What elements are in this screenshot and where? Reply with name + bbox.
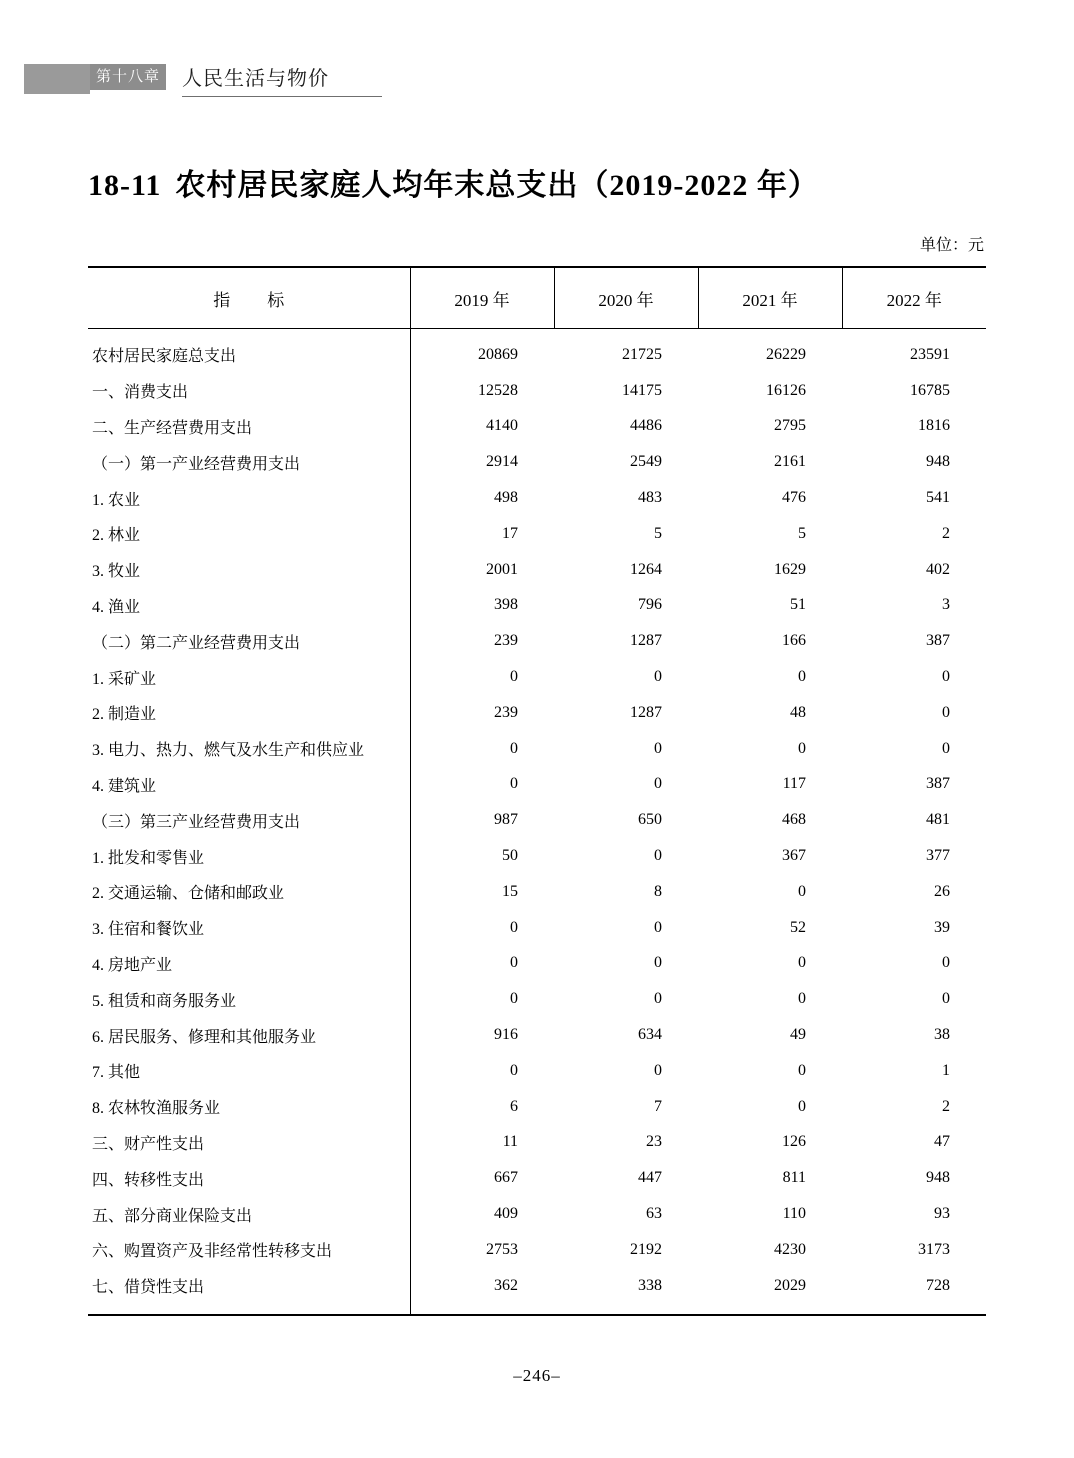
row-value: 377 <box>926 847 950 865</box>
row-value: 0 <box>410 1053 554 1089</box>
row-label: 七、借贷性支出 <box>88 1268 410 1315</box>
row-value: 5 <box>798 524 806 542</box>
row-label: 2. 制造业 <box>92 706 157 724</box>
table-number: 18-11 <box>88 169 162 202</box>
row-label: 2. 林业 <box>92 527 141 545</box>
page-number: –246– <box>513 1366 561 1385</box>
row-value: 12528 <box>410 373 554 409</box>
row-value: 650 <box>638 811 662 829</box>
table-row <box>88 1196 986 1232</box>
row-value: 117 <box>782 775 806 793</box>
row-value: 16785 <box>910 381 950 399</box>
chapter-chip: 第十八章 <box>90 64 166 90</box>
table-row <box>88 1268 986 1315</box>
row-value: 48 <box>790 703 806 721</box>
row-label: 3. 牧业 <box>92 563 141 581</box>
table-head <box>88 267 986 329</box>
row-value: 4140 <box>410 409 554 445</box>
row-value: 20869 <box>410 329 554 373</box>
row-value: 398 <box>410 588 554 624</box>
table-row <box>88 1232 986 1268</box>
row-value: 498 <box>410 480 554 516</box>
row-value: 387 <box>926 775 950 793</box>
row-value: 2753 <box>410 1232 554 1268</box>
row-value: 0 <box>942 668 950 686</box>
column-header-2020: 2020 年 <box>554 267 698 329</box>
row-value: 7 <box>654 1097 662 1115</box>
row-value: 1 <box>942 1061 950 1079</box>
table-row <box>88 910 986 946</box>
row-value: 387 <box>926 632 950 650</box>
row-value: 1264 <box>630 560 662 578</box>
row-value: 0 <box>654 918 662 936</box>
row-value: 0 <box>798 954 806 972</box>
table-row <box>88 623 986 659</box>
row-value: 21725 <box>622 345 662 363</box>
row-value: 0 <box>798 1061 806 1079</box>
row-value: 0 <box>410 731 554 767</box>
table-row <box>88 946 986 982</box>
row-value: 11 <box>410 1125 554 1161</box>
row-value: 0 <box>942 990 950 1008</box>
row-value: 2549 <box>630 453 662 471</box>
row-label: （二）第二产业经营费用支出 <box>92 634 301 652</box>
row-value: 811 <box>782 1169 806 1187</box>
row-value: 23 <box>646 1133 662 1151</box>
row-value: 541 <box>926 489 950 507</box>
row-value: 16126 <box>766 381 806 399</box>
table-row <box>88 588 986 624</box>
row-label: 1. 农业 <box>92 491 141 509</box>
row-value: 51 <box>790 596 806 614</box>
row-value: 0 <box>410 910 554 946</box>
unit-note: 单位：元 <box>919 237 984 254</box>
row-value: 2914 <box>410 444 554 480</box>
row-value: 126 <box>782 1133 806 1151</box>
row-value: 728 <box>842 1268 986 1315</box>
header-decor-bar <box>24 64 90 94</box>
row-label: （一）第一产业经营费用支出 <box>92 455 301 473</box>
table-row <box>88 480 986 516</box>
row-value: 2 <box>942 524 950 542</box>
row-value: 0 <box>410 946 554 982</box>
row-value: 948 <box>926 453 950 471</box>
row-label: 六、购置资产及非经常性转移支出 <box>92 1243 333 1261</box>
row-label: 三、财产性支出 <box>92 1135 205 1153</box>
row-value: 93 <box>934 1205 950 1223</box>
row-value: 0 <box>798 882 806 900</box>
table-row <box>88 1053 986 1089</box>
row-value: 402 <box>926 560 950 578</box>
row-label: 农村居民家庭总支出 <box>92 348 237 366</box>
row-value: 0 <box>798 990 806 1008</box>
row-label: 4. 房地产业 <box>92 956 173 974</box>
row-value: 23591 <box>910 345 950 363</box>
row-value: 2161 <box>774 453 806 471</box>
row-value: 1287 <box>630 703 662 721</box>
table-row <box>88 516 986 552</box>
row-value: 948 <box>926 1169 950 1187</box>
row-value: 0 <box>942 703 950 721</box>
table-row <box>88 838 986 874</box>
row-value: 14175 <box>622 381 662 399</box>
row-label: 一、消费支出 <box>92 384 189 402</box>
table-row <box>88 802 986 838</box>
row-value: 2192 <box>630 1240 662 1258</box>
row-value: 3173 <box>918 1240 950 1258</box>
row-value: 2029 <box>698 1268 842 1315</box>
table-row <box>88 731 986 767</box>
row-label: 2. 交通运输、仓储和邮政业 <box>92 885 285 903</box>
row-value: 987 <box>410 802 554 838</box>
row-value: 667 <box>410 1160 554 1196</box>
header-underline <box>182 96 382 97</box>
running-header <box>24 62 984 102</box>
column-header-2022: 2022 年 <box>842 267 986 329</box>
row-label: 四、转移性支出 <box>92 1171 205 1189</box>
row-value: 0 <box>654 739 662 757</box>
row-value: 49 <box>790 1026 806 1044</box>
row-label: 3. 电力、热力、燃气及水生产和供应业 <box>92 742 365 760</box>
row-value: 0 <box>942 954 950 972</box>
row-value: 3 <box>942 596 950 614</box>
row-value: 367 <box>782 847 806 865</box>
table-title-text: 农村居民家庭人均年末总支出（2019-2022 年） <box>175 169 819 202</box>
row-value: 50 <box>410 838 554 874</box>
row-value: 1816 <box>918 417 950 435</box>
table-row <box>88 981 986 1017</box>
row-value: 0 <box>654 954 662 972</box>
row-value: 0 <box>410 767 554 803</box>
column-header-2019: 2019 年 <box>410 267 554 329</box>
row-value: 634 <box>638 1026 662 1044</box>
table-row <box>88 409 986 445</box>
row-value: 0 <box>654 1061 662 1079</box>
row-label: 4. 建筑业 <box>92 777 157 795</box>
row-value: 476 <box>782 489 806 507</box>
row-label: 5. 租赁和商务服务业 <box>92 992 237 1010</box>
row-value: 483 <box>638 489 662 507</box>
row-value: 0 <box>942 739 950 757</box>
row-label: 8. 农林牧渔服务业 <box>92 1100 221 1118</box>
row-label: （三）第三产业经营费用支出 <box>92 813 301 831</box>
row-value: 0 <box>410 981 554 1017</box>
row-value: 468 <box>782 811 806 829</box>
row-label: 二、生产经营费用支出 <box>92 419 253 437</box>
table-row <box>88 1125 986 1161</box>
row-label: 3. 住宿和餐饮业 <box>92 921 205 939</box>
row-label: 1. 采矿业 <box>92 670 157 688</box>
row-value: 63 <box>646 1205 662 1223</box>
row-value: 8 <box>654 882 662 900</box>
row-value: 447 <box>638 1169 662 1187</box>
row-value: 47 <box>934 1133 950 1151</box>
row-value: 4230 <box>774 1240 806 1258</box>
row-value: 6 <box>410 1089 554 1125</box>
row-value: 110 <box>782 1205 806 1223</box>
statistics-table <box>88 266 986 1316</box>
table-body <box>88 329 986 1315</box>
table-row <box>88 1089 986 1125</box>
row-value: 796 <box>638 596 662 614</box>
row-value: 239 <box>410 623 554 659</box>
page-title <box>88 160 819 204</box>
row-value: 239 <box>410 695 554 731</box>
row-value: 0 <box>798 1097 806 1115</box>
row-value: 15 <box>410 874 554 910</box>
row-value: 166 <box>782 632 806 650</box>
table-row <box>88 373 986 409</box>
row-value: 4486 <box>630 417 662 435</box>
row-value: 481 <box>926 811 950 829</box>
row-label: 6. 居民服务、修理和其他服务业 <box>92 1028 317 1046</box>
row-label: 7. 其他 <box>92 1064 141 1082</box>
row-value: 362 <box>410 1268 554 1315</box>
table-row <box>88 329 986 373</box>
row-value: 39 <box>934 918 950 936</box>
row-value: 52 <box>790 918 806 936</box>
chapter-title: 人民生活与物价 <box>182 68 329 90</box>
row-value: 2 <box>942 1097 950 1115</box>
row-value: 1287 <box>630 632 662 650</box>
row-value: 26 <box>934 882 950 900</box>
table-row <box>88 767 986 803</box>
row-value: 1629 <box>774 560 806 578</box>
row-label: 五、部分商业保险支出 <box>92 1207 253 1225</box>
row-label: 1. 批发和零售业 <box>92 849 205 867</box>
table-row <box>88 1017 986 1053</box>
row-value: 38 <box>934 1026 950 1044</box>
row-value: 409 <box>410 1196 554 1232</box>
row-value: 2001 <box>410 552 554 588</box>
column-header-2021: 2021 年 <box>698 267 842 329</box>
row-label: 4. 渔业 <box>92 598 141 616</box>
row-value: 0 <box>654 775 662 793</box>
table-row <box>88 1160 986 1196</box>
row-value: 17 <box>410 516 554 552</box>
table-row <box>88 659 986 695</box>
row-value: 0 <box>798 739 806 757</box>
row-value: 0 <box>654 990 662 1008</box>
column-header-indicator: 指 标 <box>88 267 410 329</box>
row-value: 2795 <box>774 417 806 435</box>
table-row <box>88 695 986 731</box>
row-value: 5 <box>654 524 662 542</box>
row-value: 916 <box>410 1017 554 1053</box>
table-row <box>88 552 986 588</box>
row-value: 338 <box>554 1268 698 1315</box>
table-row <box>88 874 986 910</box>
row-value: 0 <box>654 668 662 686</box>
row-value: 26229 <box>766 345 806 363</box>
row-value: 0 <box>410 659 554 695</box>
row-value: 0 <box>798 668 806 686</box>
table-row <box>88 444 986 480</box>
row-value: 0 <box>654 847 662 865</box>
